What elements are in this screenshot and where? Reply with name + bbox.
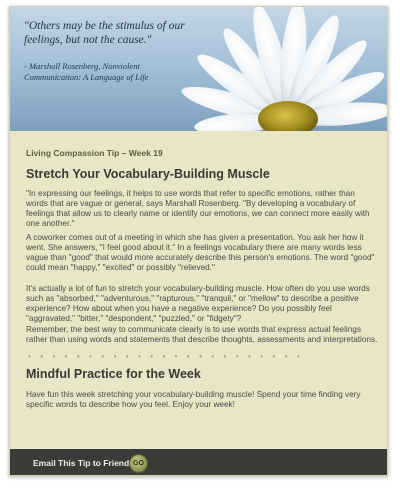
newsletter-card — [9, 6, 388, 476]
daisy-flower-image — [180, 7, 388, 131]
article-heading: Stretch Your Vocabulary-Building Muscle — [26, 167, 270, 181]
footer-bar — [10, 449, 388, 476]
practice-paragraph: Have fun this week stretching your vocabulary-building muscle! Spend your time finding very specific words to describe how you feel. Enjoy your week! — [26, 390, 361, 409]
paragraph-3: It's actually a lot of fun to stretch your vocabulary-building muscle. How often do you use words such as "absorbed," "adventurous," "rapturous," "tranquil," or "mellow" to describe a positive experience? How about when you have a negative experience? Do you possibly feel "aggravated," "bitter," "despondent," "puzzled," or "fidgety"? — [26, 284, 370, 323]
header-banner — [10, 7, 388, 131]
banner-quote: "Others may be the stimulus of our feelings, but not the cause." — [24, 20, 185, 46]
practice-heading: Mindful Practice for the Week — [26, 367, 201, 381]
attribution-line-1: - Marshall Rosenberg, Nonviolent — [24, 61, 140, 71]
go-button[interactable]: GO — [129, 454, 148, 473]
dotted-separator: • • • • • • • • • • • • • • • • • • • • • • • — [28, 352, 304, 361]
email-tip-link[interactable]: Email This Tip to Friend — [33, 458, 130, 468]
tip-week-label: Living Compassion Tip – Week 19 — [26, 148, 163, 158]
attribution-line-2: Communication: A Language of Life — [24, 71, 149, 82]
paragraph-2: A coworker comes out of a meeting in which she has given a presentation. You ask her how it went. She answers, "I feel good about it." In a feelings vocabulary there are many words less vague than "good" that would more accurately describe this person's emotions. The word "good" could mean "happy," "excited" or possibly "relieved." — [26, 233, 375, 272]
paragraph-4: Remember, the best way to communicate clearly is to use words that express actual feelings rather than using words and statements that describe thoughts, assessments and interpretations. — [26, 325, 378, 344]
paragraph-1: "In expressing our feelings, it helps to use words that refer to specific emotions, rather than words that are vague or general, says Marshall Rosenberg. "By developing a vocabulary of feelings that allow us to clearly name or identify our emotions, we can connect more easily with one another." — [26, 189, 370, 228]
